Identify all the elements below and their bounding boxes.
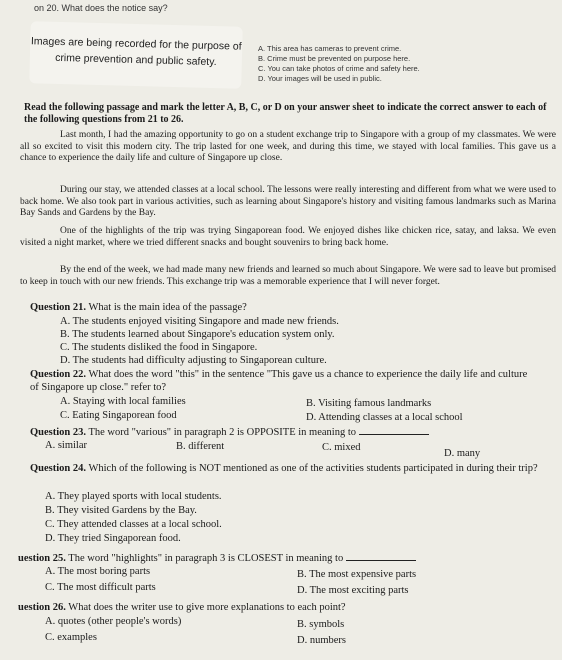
question-25-text: The word "highlights" in paragraph 3 is CLOSEST in meaning to [68, 553, 344, 564]
q25-option-c[interactable]: C. The most difficult parts [45, 582, 156, 593]
question-23-text: The word "various" in paragraph 2 is OPPOSITE in meaning to [88, 427, 356, 438]
q20-option-b: B. Crime must be prevented on purpose here. [258, 54, 411, 63]
reading-instruction: Read the following passage and mark the letter A, B, C, or D on your answer sheet to indicate the correct answer to each of the following questions from 21 to 26. [24, 102, 547, 125]
question-26 [18, 602, 553, 615]
question-21 [30, 302, 550, 315]
paragraph-2-text: During our stay, we attended classes at a local school. The lessons were really interesting and different from what we were used to back home. We also took part in various activities, such as learning about Singapore's history and visiting famous landmarks such as Marina Bay Sands and Gardens by the Bay. [20, 185, 556, 218]
q25-option-b[interactable]: B. The most expensive parts [297, 569, 417, 580]
passage-paragraph-4 [20, 265, 556, 288]
question-20-options [258, 44, 420, 84]
passage-paragraph-2 [20, 185, 556, 220]
q26-option-c[interactable]: C. examples [45, 632, 97, 643]
question-26-text: What does the writer use to give more explanations to each point? [68, 602, 346, 613]
q20-option-a: A. This area has cameras to prevent crime. [258, 44, 402, 53]
q26-option-b[interactable]: B. symbols [297, 619, 345, 630]
q21-option-a[interactable]: A. The students enjoyed visiting Singapore and made new friends. [60, 316, 339, 327]
question-23-label: Question 23. [30, 427, 87, 438]
q24-option-c[interactable]: C. They attended classes at a local school. [45, 519, 222, 530]
notice-line-1: Images are being recorded for the purpose of [30, 35, 242, 53]
q22-option-d[interactable]: D. Attending classes at a local school [306, 412, 463, 423]
question-25-label: uestion 25. [18, 553, 66, 564]
passage-paragraph-1 [20, 130, 556, 165]
q22-option-a[interactable]: A. Staying with local families [60, 396, 186, 407]
paragraph-4-text: By the end of the week, we had made many new friends and learned so much about Singapore. We were sad to leave but promised to keep in touch with our new friends. This exchange trip was a memorable experience that I will never forget. [20, 265, 556, 287]
q25-option-d[interactable]: D. The most exciting parts [297, 585, 409, 596]
question-20-title: on 20. What does the notice say? [34, 3, 168, 13]
question-21-text: What is the main idea of the passage? [88, 302, 247, 313]
q25-option-a[interactable]: A. The most boring parts [45, 566, 151, 577]
q26-option-a[interactable]: A. quotes (other people's words) [45, 616, 182, 627]
question-22-text: What does the word "this" in the sentence "This gave us a chance to experience the daily life and culture of Singapore up close." refer to? [30, 369, 528, 393]
question-22 [30, 369, 535, 394]
q22-option-b[interactable]: B. Visiting famous landmarks [306, 398, 432, 409]
answer-blank [346, 552, 416, 561]
passage-paragraph-3 [20, 226, 556, 249]
q24-option-d[interactable]: D. They tried Singaporean food. [45, 533, 181, 544]
question-24-text: Which of the following is NOT mentioned as one of the activities students participated in during their trip? [88, 463, 538, 474]
paragraph-1-text: Last month, I had the amazing opportunity to go on a student exchange trip to Singapore with a group of my classmates. We were all so excited to visit this modern city. The trip lasted for one week, and during this time, we stayed with local families. This gave us a chance to experience the daily life and culture of Singapore up close. [20, 130, 556, 163]
q23-option-c[interactable]: C. mixed [322, 442, 361, 453]
question-25 [18, 552, 553, 566]
answer-blank [359, 426, 429, 435]
notice-line-2: crime prevention and public safety. [54, 51, 217, 69]
question-24-label: Question 24. [30, 463, 87, 474]
q21-option-c[interactable]: C. The students disliked the food in Singapore. [60, 342, 258, 353]
q21-option-b[interactable]: B. The students learned about Singapore's education system only. [60, 329, 335, 340]
q21-option-d[interactable]: D. The students had difficulty adjusting to Singaporean culture. [60, 355, 327, 366]
question-23 [30, 426, 550, 440]
q24-option-a[interactable]: A. They played sports with local students. [45, 491, 222, 502]
q20-option-d: D. Your images will be used in public. [258, 74, 382, 83]
question-22-label: Question 22. [30, 369, 87, 380]
q24-option-b[interactable]: B. They visited Gardens by the Bay. [45, 505, 197, 516]
paragraph-3-text: One of the highlights of the trip was trying Singaporean food. We enjoyed dishes like chicken rice, satay, and laksa. We even visited a night market, where we tried different snacks and bought souvenirs to bring back home. [20, 226, 556, 248]
q20-option-c: C. You can take photos of crime and safety here. [258, 64, 420, 73]
q23-option-a[interactable]: A. similar [45, 440, 87, 451]
q22-option-c[interactable]: C. Eating Singaporean food [60, 410, 177, 421]
q26-option-d[interactable]: D. numbers [297, 635, 346, 646]
question-24 [30, 463, 555, 476]
notice-sign [29, 21, 243, 89]
q23-option-d[interactable]: D. many [444, 448, 481, 459]
q23-option-b[interactable]: B. different [176, 441, 225, 452]
question-21-label: Question 21. [30, 302, 87, 313]
question-26-label: uestion 26. [18, 602, 66, 613]
